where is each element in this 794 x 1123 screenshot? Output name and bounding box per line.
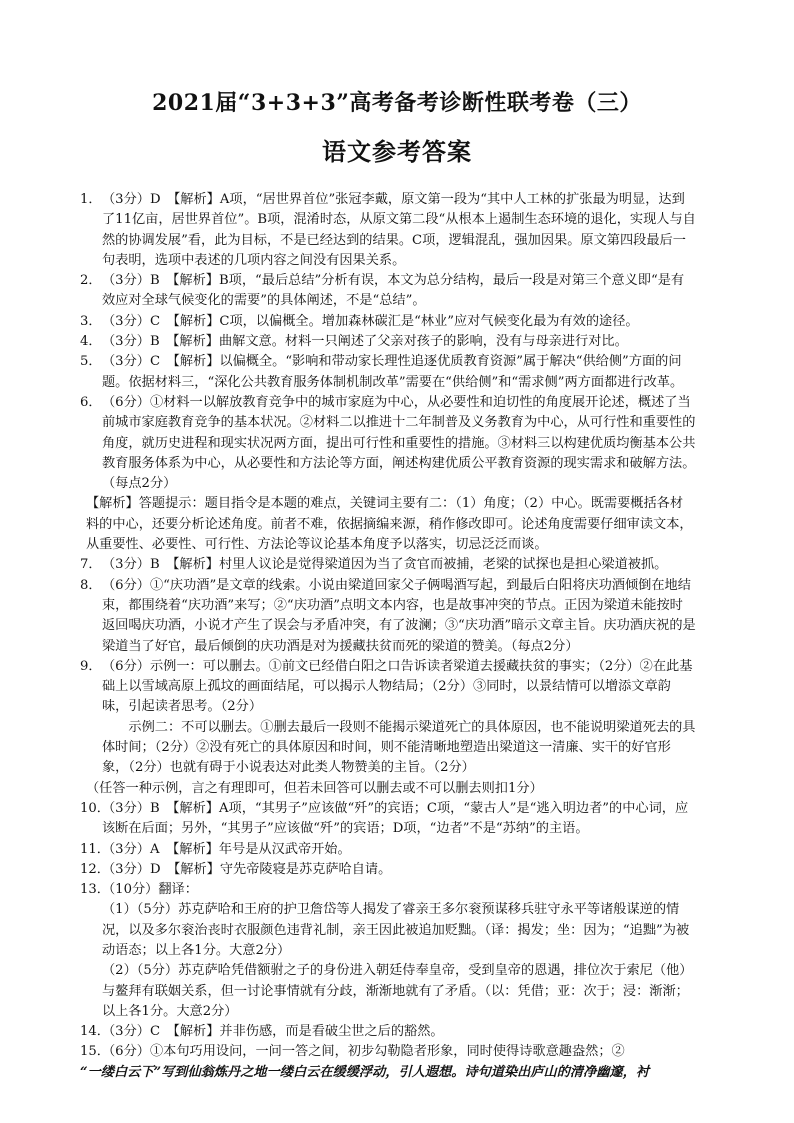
answer-item-13: 13． （10分）翻译： — [80, 882, 198, 898]
answer-item-11: 11． （3分）A 【解析】年号是从汉武帝开始。 — [80, 841, 351, 857]
answer-item-14: 14． （3分）C 【解析】并非伤感，而是看破尘世之后的豁然。 — [80, 1024, 444, 1040]
answer-6-explanation: 【解析】答题提示：题目指令是本题的难点，关键词主要有二：（1）角度；（2）中心。既需要概括各材料的中心，还要分析论述角度。前者不难，依据摘编来源，稍作修改即可。论述角度需要仔细审读文本，从重要性、必要性、可行性、方法论等议论基本角度予以落实，切忌泛泛而谈。 — [86, 496, 693, 553]
answer-9-example-2: 示例二：不可以删去。①删去最后一段则不能揭示梁道死亡的具体原因，也不能说明梁道死去的具体时间；（2分）②没有死亡的具体原因和时间，则不能清晰地塑造出梁道这一清廉、实干的好官形象，（2分）也就有碍于小说表达对此类人物赞美的主旨。（2分） — [102, 719, 696, 776]
exam-title: 2021届“3+3+3”高考备考诊断性联考卷（三） — [152, 90, 642, 116]
answer-key-title: 语文参考答案 — [322, 137, 472, 166]
answer-item-3: 3． （3分）C 【解析】C项，以偏概全。增加森林碳汇是“林业”应对气候变化最为有效的途径。 — [80, 313, 639, 329]
answer-item-10: 10． （3分）B 【解析】A项，“其男子”应该做“歼”的宾语；C项，“蒙古人”是“逃入明边者”的中心词，应该断在后面；另外，“其男子”应该做“歼”的宾语；D项，“边者”不是“苏纳”的主语。 — [80, 800, 689, 837]
answer-item-12: 12． （3分）D 【解析】守先帝陵寝是苏克萨哈自请。 — [80, 861, 392, 877]
answer-9-note: （任答一种示例，言之有理即可，但若未回答可以删去或不可以删去则扣1分） — [86, 780, 543, 796]
answer-item-8: 8． （6分）①“庆功酒”是文章的线索。小说由梁道回家父子俩喝酒写起，到最后白阳将庆功酒倾倒在地结束，都围绕着“庆功酒”来写；②“庆功酒”点明文本内容，也是故事冲突的节点。正因为梁道未能按时返回喝庆功酒，小说才产生了误会与矛盾冲突，有了波澜；③“庆功酒”暗示文章主旨。庆功酒庆祝的是梁道当了好官，最后倾倒的庆功酒是对为援藏扶贫而死的梁道的赞美。（每点2分） — [80, 577, 696, 654]
answer-item-1: 1． （3分）D 【解析】A项，“居世界首位”张冠李戴，原文第一段为“其中人工林的扩张最为明显，达到了11亿亩，居世界首位”。B项，混淆时态，从原文第二段“从根本上遏制生态环境的退化，实现人与自然的协调发展”看，此为目标，不是已经达到的结果。C项，逻辑混乱，强加因果。原文第四段最后一句表明，选项中表述的几项内容之间没有因果关系。 — [80, 192, 696, 268]
answer-13-part-2: （2）（5分）苏克萨哈凭借额驸之子的身份进入朝廷侍奉皇帝，受到皇帝的恩遇，排位次于索尼（他）与鳌拜有联姻关系，但一讨论事情就有分歧，渐渐地就有了矛盾。（以：凭借；亚：次于；浸：渐渐；以上各1分。大意2分） — [102, 963, 693, 1019]
answer-item-7: 7． （3分）B 【解析】村里人议论是觉得梁道因为当了贪官而被捕，老梁的试探也是担心梁道被抓。 — [80, 557, 668, 573]
answer-item-5: 5． （3分）C 【解析】以偏概全。“影响和带动家长理性追逐优质教育资源”属于解决“供给侧”方面的问题。依据材料三，“深化公共教育服务体制机制改革”需要在“供给侧”和“需求侧”两方面都进行改革。 — [80, 354, 684, 390]
answer-item-15: 15． （6分）①本句巧用设问，一问一答之间，初步勾勒隐者形象，同时使得诗歌意趣盎然；② — [80, 1044, 625, 1060]
answer-13-part-1: （1）（5分）苏克萨哈和王府的护卫詹岱等人揭发了睿亲王多尔衮预谋移兵驻守永平等诸般谋逆的情况，以及多尔衮治丧时衣服颜色违背礼制，亲王因此被追加贬黜。（译：揭发；坐：因为；“追黜”为被动语态；以上各1分。大意2分） — [102, 902, 690, 958]
answer-item-6: 6． （6分）①材料一以解放教育竞争中的城市家庭为中心，从必要性和迫切性的角度展开论述，概述了当前城市家庭教育竞争的基本状况。②材料二以推进十二年制普及义务教育为中心，从可行性和重要性的角度，就历史进程和现实状况两方面，提出可行性和重要性的措施。③材料三以构建优质均衡基本公共教育服务体系为中心，从必要性和方法论等方面，阐述构建优质公平教育资源的现实需求和破解方法。（每点2分） — [80, 394, 696, 492]
answer-item-2: 2． （3分）B 【解析】B项，“最后总结”分析有误，本文为总分结构，最后一段是对第三个意义即“是有效应对全球气候变化的需要”的具体阐述，不是“总结”。 — [80, 273, 685, 309]
answer-item-4: 4． （3分）B 【解析】曲解文意。材料一只阐述了父亲对孩子的影响，没有与母亲进行对比。 — [80, 334, 628, 350]
answer-item-9: 9． （6分）示例一：可以删去。①前文已经借白阳之口告诉读者梁道去援藏扶贫的事实；（2分）②在此基础上以雪域高原上孤坟的画面结尾，可以揭示人物结局；（2分）③同时，以景结情可以增添文章韵味，引起读者思考。（2分） — [80, 658, 693, 715]
answer-15-continuation: “一缕白云下”写到仙翁炼丹之地一缕白云在缓缓浮动，引人遐想。诗句道染出庐山的清净幽邃，衬 — [80, 1064, 650, 1080]
answer-list — [80, 190, 696, 1083]
